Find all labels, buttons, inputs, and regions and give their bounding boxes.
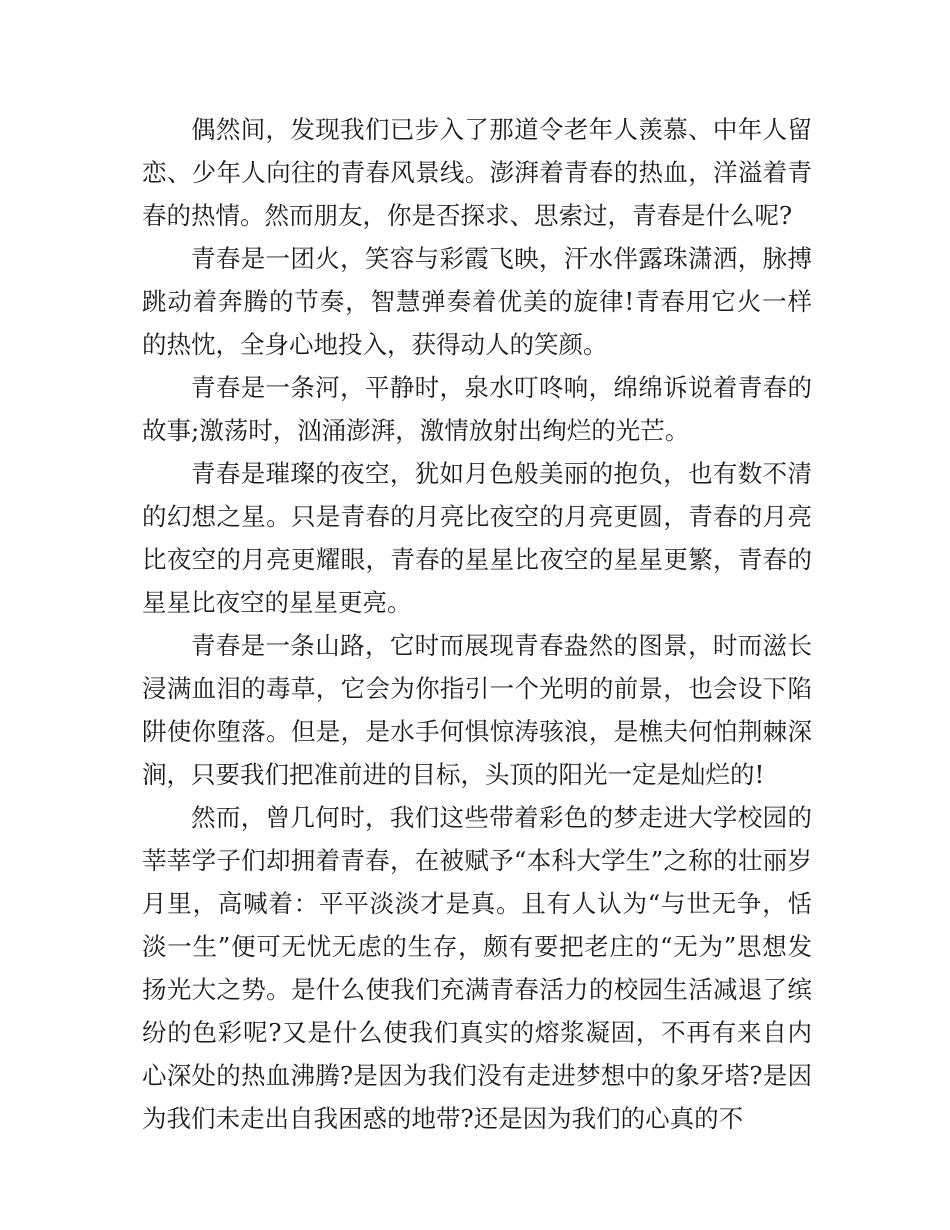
paragraph: 青春是一条河，平静时，泉水叮咚响，绵绵诉说着青春的故事;激荡时，汹涌澎湃，激情放射出绚烂的光芒。: [142, 373, 812, 445]
paragraph: 青春是一条山路，它时而展现青春盎然的图景，时而滋长浸满血泪的毒草，它会为你指引一个光明的前景，也会设下陷阱使你堕落。但是，是水手何惧惊涛骇浪，是樵夫何怕荆棘深涧，只要我们把准前进的目标，头顶的阳光一定是灿烂的!: [142, 631, 812, 789]
paragraph: 青春是一团火，笑容与彩霞飞映，汗水伴露珠潇洒，脉搏跳动着奔腾的节奏，智慧弹奏着优美的旋律!青春用它火一样的热忱，全身心地投入，获得动人的笑颜。: [142, 244, 812, 359]
document-body: [142, 108, 812, 1140]
paragraph: 然而，曾几何时，我们这些带着彩色的梦走进大学校园的莘莘学子们却拥着青春，在被赋予“本科大学生”之称的壮丽岁月里，高喊着：平平淡淡才是真。且有人认为“与世无争，恬淡一生”便可无忧无虑的生存，颇有要把老庄的“无为”思想发扬光大之势。是什么使我们充满青春活力的校园生活减退了缤纷的色彩呢?又是什么使我们真实的熔浆凝固，不再有来自内心深处的热血沸腾?是因为我们没有走进梦想中的象牙塔?是因为我们未走出自我困惑的地带?还是因为我们的心真的不: [142, 803, 812, 1133]
paragraph: 偶然间，发现我们已步入了那道令老年人羡慕、中年人留恋、少年人向往的青春风景线。澎湃着青春的热血，洋溢着青春的热情。然而朋友，你是否探求、思索过，青春是什么呢?: [142, 115, 812, 230]
paragraph: 青春是璀璨的夜空，犹如月色般美丽的抱负，也有数不清的幻想之星。只是青春的月亮比夜空的月亮更圆，青春的月亮比夜空的月亮更耀眼，青春的星星比夜空的星星更繁，青春的星星比夜空的星星更亮。: [142, 459, 812, 617]
